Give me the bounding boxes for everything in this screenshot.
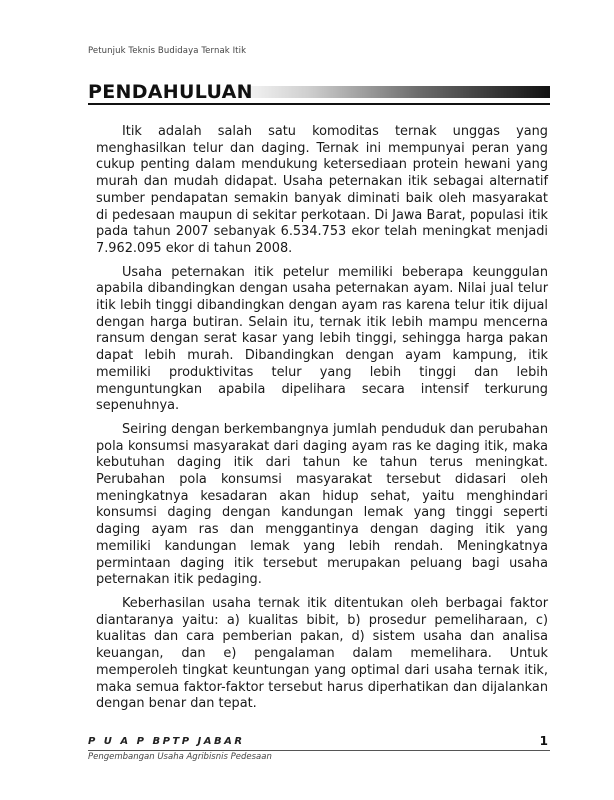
section-title-block bbox=[88, 80, 550, 106]
paragraph-4: Keberhasilan usaha ternak itik ditentukan oleh berbagai faktor diantaranya yaitu: a) kualitas bibit, b) prosedur pemeliharaan, c) kualitas dan cara pemberian pakan, d) sistem usaha dan analisa keuangan, dan e) pengalaman dalam memelihara. Untuk memperoleh tingkat keuntungan yang optimal dari usaha ternak itik, maka semua faktor-faktor tersebut harus diperhatikan dan dijalankan dengan benar dan tepat. bbox=[96, 595, 548, 712]
paragraph-2: Usaha peternakan itik petelur memiliki beberapa keunggulan apabila dibandingkan dengan usaha peternakan ayam. Nilai jual telur itik lebih tinggi dibandingkan dengan ayam ras karena telur itik dijual dengan harga butiran. Selain itu, ternak itik lebih mampu mencerna ransum dengan serat kasar yang lebih tinggi, sehingga harga pakan dapat lebih murah. Dibandingkan dengan ayam kampung, itik memiliki produktivitas telur yang lebih tinggi dan lebih menguntungkan apabila dipelihara secara intensif terkurung sepenuhnya. bbox=[96, 264, 548, 414]
footer-rule bbox=[88, 750, 550, 751]
running-header: Petunjuk Teknis Budidaya Ternak Itik bbox=[88, 46, 247, 56]
page-title: PENDAHULUAN bbox=[88, 81, 253, 103]
footer-organization: P U A P BPTP JABAR bbox=[88, 736, 245, 747]
page-number: 1 bbox=[539, 734, 548, 748]
title-underline bbox=[88, 103, 550, 105]
page-footer bbox=[88, 736, 550, 766]
title-gradient-bar bbox=[228, 86, 550, 98]
footer-subtitle: Pengembangan Usaha Agribisnis Pedesaan bbox=[88, 752, 272, 762]
paragraph-1: Itik adalah salah satu komoditas ternak unggas yang menghasilkan telur dan daging. Ternak ini mempunyai peran yang cukup penting dalam mendukung ketersediaan protein hewani yang murah dan mudah didapat. Usaha peternakan itik sebagai alternatif sumber pendapatan semakin banyak diminati baik oleh masyarakat di pedesaan maupun di sekitar perkotaan. Di Jawa Barat, populasi itik pada tahun 2007 sebanyak 6.534.753 ekor telah meningkat menjadi 7.962.095 ekor di tahun 2008. bbox=[96, 124, 548, 256]
body-text bbox=[96, 124, 548, 720]
paragraph-3: Seiring dengan berkembangnya jumlah penduduk dan perubahan pola konsumsi masyarakat dari daging ayam ras ke daging itik, maka kebutuhan daging itik dari tahun ke tahun terus meningkat. Perubahan pola konsumsi masyarakat tersebut didasari oleh meningkatnya kesadaran akan hidup sehat, yaitu menghindari konsumsi daging dengan kandungan lemak yang tinggi seperti daging ayam ras dan menggantinya dengan daging itik yang memiliki kandungan lemak yang lebih rendah. Meningkatnya permintaan daging itik tersebut merupakan peluang bagi usaha peternakan itik pedaging. bbox=[96, 421, 548, 588]
